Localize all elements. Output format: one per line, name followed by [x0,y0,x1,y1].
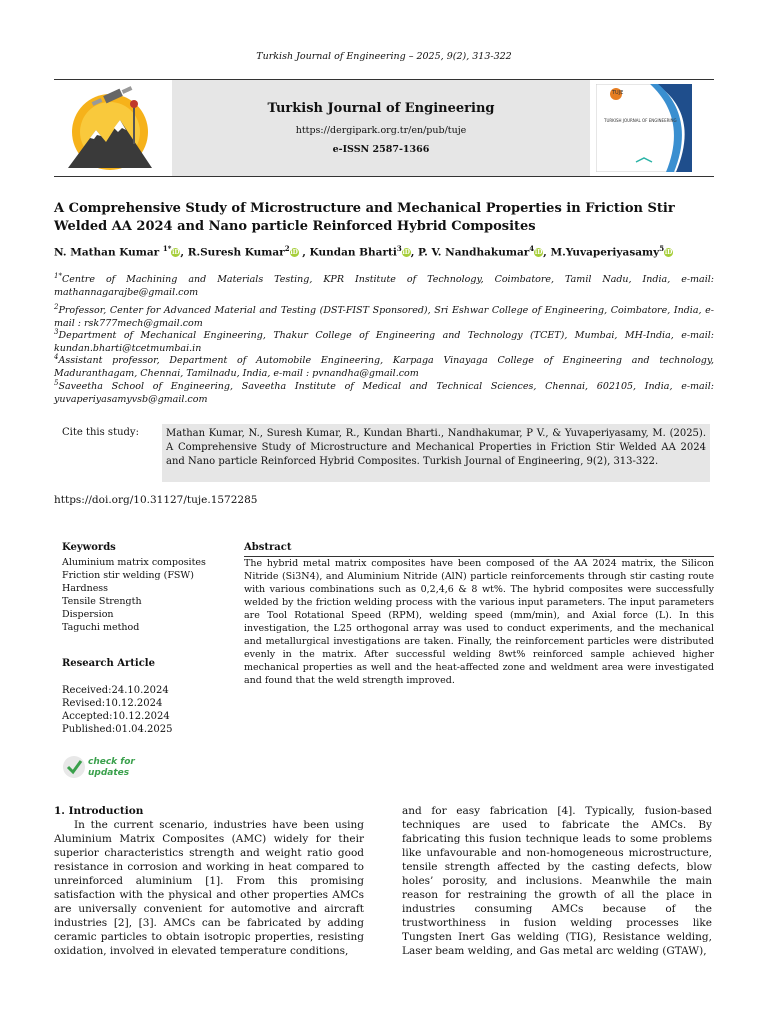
cite-label: Cite this study: [62,427,139,438]
revised-date: Revised:10.12.2024 [62,698,163,709]
author-affiliation-mark: 5 [659,244,665,253]
orcid-icon[interactable]: iD [172,249,180,256]
author-affiliation-mark: 1* [162,244,172,253]
cover-label: TURKISH JOURNAL OF ENGINEERING [604,118,677,123]
intro-paragraph-left: In the current scenario, industries have been using Aluminium Matrix Composites (AMC) widely for their superior characteristics strength and weight ratio good resistance in corrosion and working in heat compared to unreinforced aluminium [1]. From this promising satisfaction with the physical and other properties AMCs are universally convenient for automotive and aircraft industries [2], [3]. AMCs can be fabricated by adding ceramic particles to obtain isotropic properties, resisting oxidation, involved in elevated temperature conditions, [54,819,364,957]
author-affiliation-mark: 3 [396,244,402,253]
accepted-date: Accepted:10.12.2024 [62,711,170,722]
affiliation-text: Assistant professor, Department of Automobile Engineering, Karpaga Vinayaga College of Engineering and technology, Maduranthagam, Chennai, Tamilnadu, India, e-mail : pvnandha@gmail.com [54,355,714,380]
affiliation-text: Professor, Center for Advanced Material and Testing (DST-FIST Sponsored), Sri Eshwar College of Engineering, Coimbatore, India, e-mail : rsk777mech@gmail.com [54,305,714,330]
intro-column-right [402,804,712,958]
article-type: Research Article [62,658,155,669]
author-list [54,244,716,259]
intro-column-left [54,804,364,958]
doi-link[interactable]: https://doi.org/10.31127/tuje.1572285 [54,494,258,506]
author-name: , P. V. Nandhakumar [410,246,530,259]
affiliation-mark: 5 [54,379,59,387]
intro-heading: 1. Introduction [54,805,144,817]
keyword-item: Hardness [62,583,109,594]
orcid-icon[interactable]: iD [664,249,673,256]
journal-logo [60,84,158,174]
keywords-list [62,556,206,634]
header-rule-bottom [54,176,714,177]
journal-name: Turkish Journal of Engineering [267,101,495,116]
author-affiliation-mark: 4 [529,244,535,253]
author-name: , Kundan Bharti [298,246,397,259]
affiliation-item [54,377,714,406]
running-head: Turkish Journal of Engineering – 2025, 9(2), 313-322 [256,51,512,62]
keyword-item: Tensile Strength [62,596,142,607]
keyword-item: Friction stir welding (FSW) [62,570,194,581]
check-for-updates-button[interactable] [62,750,142,784]
author-name: N. Mathan Kumar [54,246,163,259]
affiliation-mark: 3 [54,328,59,336]
received-date: Received:24.10.2024 [62,685,169,696]
affiliation-mark: 2 [54,303,59,311]
abstract-heading: Abstract [244,542,292,553]
affiliation-text: Saveetha School of Engineering, Saveetha Institute of Medical and Technical Sciences, Chennai, 602105, India, e-mail: yuvaperiyasamyvsb@gmail.com [54,381,714,406]
citation-text: Mathan Kumar, N., Suresh Kumar, R., Kundan Bharti., Nandhakumar, P V., & Yuvaperiyasamy, M. (2025). A Comprehensive Study of Microstructure and Mechanical Properties in Friction Stir Welded AA 2024 and Nano particle Reinforced Hybrid Composites. Turkish Journal of Engineering, 9(2), 313-322. [162,424,710,482]
author-affiliation-mark: 2 [284,244,290,253]
keyword-item: Taguchi method [62,622,140,633]
journal-cover-image [596,84,692,172]
keyword-item: Dispersion [62,609,114,620]
orcid-icon[interactable]: iD [402,249,410,256]
affiliation-text: Centre of Machining and Materials Testing, KPR Institute of Technology, Coimbatore, Tamil Nadu, India, e-mail: mathannagarajbe@gmail.com [54,274,714,299]
orcid-icon[interactable]: iD [534,249,543,256]
affiliation-text: Department of Mechanical Engineering, Thakur College of Engineering and Technology (TCET), Mumbai, MH-India, e-mail: kundan.bharti@tcetmumbai.in [54,330,714,355]
abstract-text: The hybrid metal matrix composites have been composed of the AA 2024 matrix, the Silicon Nitride (Si3N4), and Aluminium Nitride (AlN) particle reinforcements through stir casting route with various combinations such as 0,2,4,6 & 8 wt%. The hybrid composites were successfully welded by the friction welding process with the various input parameters. The input parameters are Tool Rotational Speed (RPM), welding speed (mm/min), and Axial force (L). In this investigation, the L25 orthogonal array was used to conduct experiments, and the mechanical and metallurgical investigations are taken. Finally, the reinforcement particles were distributed evenly in the matrix. After successful welding 8wt% reinforced sample achieved higher mechanical properties as well and the heat-affected zone and weldment area were investigated and found that the weld strength improved. [244,558,714,686]
check-updates-line1: check for [88,757,135,767]
affiliation-mark: 4 [54,353,59,361]
affiliation-mark: 1* [54,272,62,280]
article-dates [62,684,172,736]
journal-url[interactable]: https://dergipark.org.tr/en/pub/tuje [295,125,467,136]
affiliation-item [54,270,714,299]
orcid-icon[interactable]: iD [290,249,298,256]
intro-paragraph-right: and for easy fabrication [4]. Typically, fusion-based techniques are used to fabricate the AMCs. By fabricating this fusion technique leads to some problems like unfavourable and non-homogeneous microstructure, tensile strength affected by the casting defects, blow holes’ porosity, and inclusions. Meanwhile the main reason for restraining the growth of all the place in industries consuming AMCs because of the trustworthiness in fusion welding processes like Tungsten Inert Gas welding (TIG), Resistance welding, Laser beam welding, and Gas metal arc welding (GTAW), [402,805,712,957]
cover-label-top: TUJE [612,90,624,96]
journal-issn: e-ISSN 2587-1366 [332,144,430,155]
author-name: , M.Yuvaperiyasamy [543,246,660,259]
paper-title: A Comprehensive Study of Microstructure and Mechanical Properties in Friction Stir Welded AA 2024 and Nano particle Reinforced Hybrid Composites [54,201,675,234]
keyword-item: Aluminium matrix composites [62,557,206,568]
keywords-heading: Keywords [62,542,116,553]
affiliation-item [54,351,714,380]
author-name: , R.Suresh Kumar [180,246,285,259]
published-date: Published:01.04.2025 [62,724,173,735]
check-updates-line2: updates [88,768,130,778]
